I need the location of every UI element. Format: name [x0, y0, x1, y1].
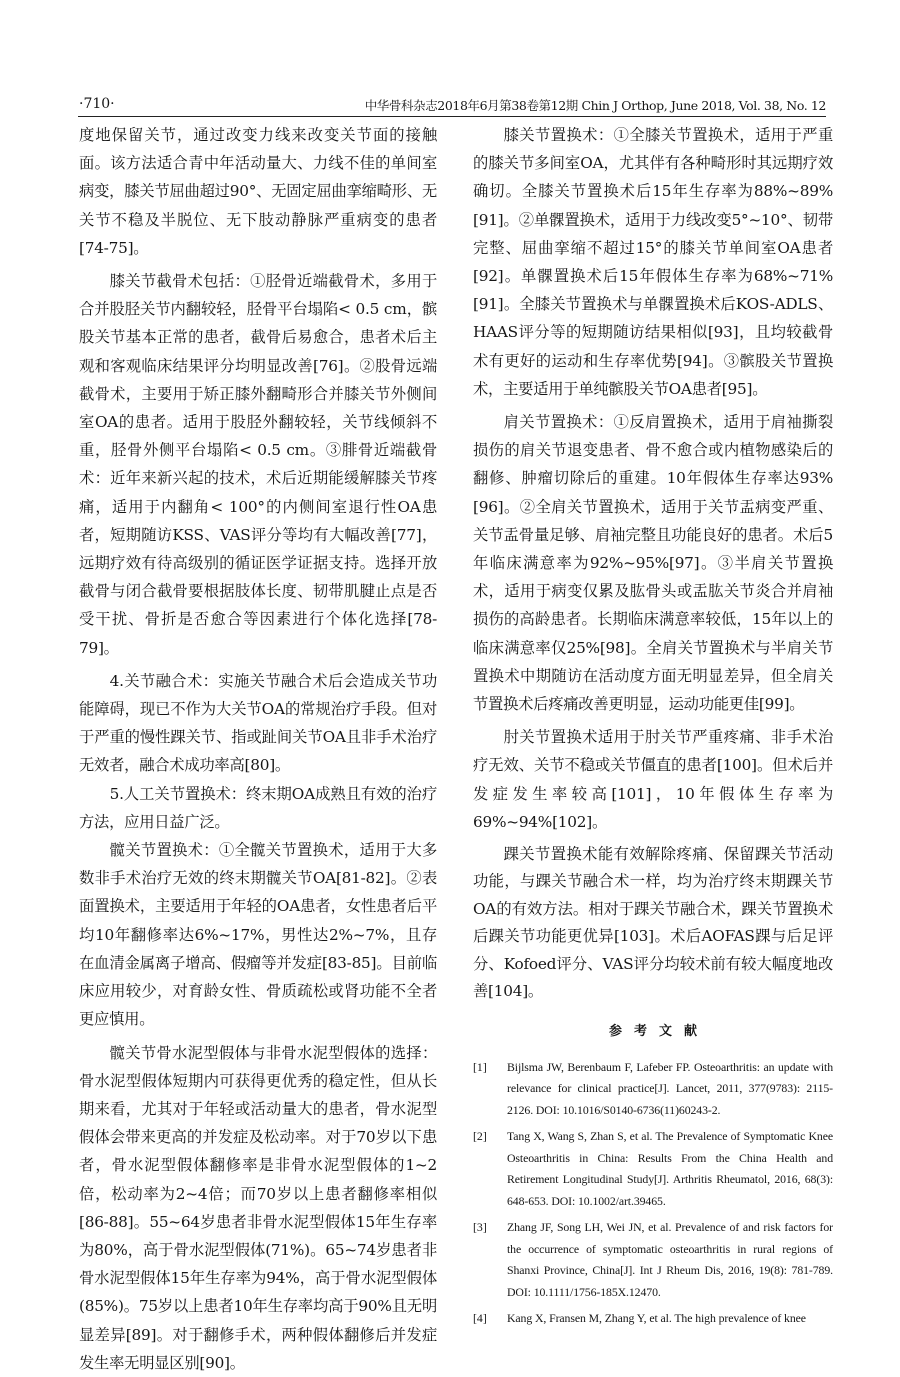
left-column	[79, 121, 437, 1377]
page-number: ·710·	[79, 96, 115, 112]
header-rule	[78, 116, 826, 117]
reference-text: Tang X, Wang S, Zhan S, et al. The Prevalence of Symptomatic Knee Osteoarthritis in China: Results From the China Health and Retirement Longitudinal Study[J]. Arthritis Rheumatol, 2016, 68(3): 648-653. DOI: 10.1002/art.39465.	[507, 1129, 833, 1208]
reference-text: Kang X, Fransen M, Zhang Y, et al. The high prevalence of knee	[507, 1311, 806, 1326]
reference-text: Bijlsma JW, Berenbaum F, Lafeber FP. Osteoarthritis: an update with relevance for clinical practice[J]. Lancet, 2011, 377(9783): 2115-2126. DOI: 10.1016/S0140-6736(11)60243-2.	[507, 1059, 833, 1117]
paragraph-ankle-arthroplasty: 踝关节置换术能有效解除疼痛、保留踝关节活动功能，与踝关节融合术一样，均为治疗终末期踝关节OA的有效方法。相对于踝关节融合术，踝关节置换术后踝关节功能更优异[103]。术后AOFAS踝与后足评分、Kofoed评分、VAS评分均较术前有较大幅度地改善[104]。	[473, 845, 833, 1001]
paragraph-arthroplasty: 5.人工关节置换术：终末期OA成熟且有效的治疗方法，应用日益广泛。	[79, 784, 437, 831]
right-column	[473, 121, 833, 1335]
paragraph-hip-arthroplasty: 髋关节置换术：①全髋关节置换术，适用于大多数非手术治疗无效的终末期髋关节OA[81-82]。②表面置换术，主要适用于年轻的OA患者，女性患者后平均10年翻修率达6%~17%，男性达2%~7%，且存在血清金属离子增高、假瘤等并发症[83-85]。目前临床应用较少，对育龄女性、骨质疏松或肾功能不全者更应慎用。	[79, 841, 437, 1029]
reference-number: [4]	[473, 1311, 487, 1326]
reference-number: [2]	[473, 1129, 487, 1144]
journal-running-header: 中华骨科杂志2018年6月第38卷第12期 Chin J Orthop, June 2018, Vol. 38, No. 12	[364, 98, 826, 113]
paragraph-elbow-arthroplasty: 肘关节置换术适用于肘关节严重疼痛、非手术治疗无效、关节不稳或关节僵直的患者[100]。但术后并发症发生率较高[101]，10年假体生存率为69%~94%[102]。	[473, 728, 833, 831]
paragraph-arthrodesis: 4.关节融合术：实施关节融合术后会造成关节功能障碍，现已不作为大关节OA的常规治疗手段。但对于严重的慢性踝关节、指或趾间关节OA且非手术治疗无效者，融合术成功率高[80]。	[79, 671, 437, 775]
paragraph-knee-osteotomy: 膝关节截骨术包括：①胫骨近端截骨术，多用于合并股胫关节内翻较轻，胫骨平台塌陷< 0.5 cm，髌股关节基本正常的患者，截骨后易愈合，患者术后主观和客观临床结果评分均明显改善[76]。②股骨远端截骨术，主要用于矫正膝外翻畸形合并膝关节外侧间室OA的患者。适用于股胫外翻较轻，关节线倾斜不重，胫骨外侧平台塌陷< 0.5 cm。③腓骨近端截骨术：近年来新兴起的技术，术后近期能缓解膝关节疼痛，适用于内翻角< 100°的内侧间室退行性OA患者，短期随访KSS、VAS评分等均有大幅改善[77]，远期疗效有待高级别的循证医学证据支持。选择开放截骨与闭合截骨要根据肢体长度、韧带肌腱止点是否受干扰、骨折是否愈合等因素进行个体化选择[78-79]。	[79, 272, 437, 657]
reference-item	[473, 1126, 833, 1212]
paragraph-osteotomy-intro: 度地保留关节，通过改变力线来改变关节面的接触面。该方法适合青中年活动量大、力线不佳的单间室病变，膝关节屈曲超过90°、无固定屈曲挛缩畸形、无关节不稳及半脱位、无下肢动静脉严重病变的患者[74-75]。	[79, 126, 437, 257]
reference-item	[473, 1057, 833, 1122]
reference-item	[473, 1217, 833, 1303]
reference-number: [3]	[473, 1220, 487, 1235]
reference-text: Zhang JF, Song LH, Wei JN, et al. Prevalence of and risk factors for the occurrence of symptomatic osteoarthritis in rural regions of Shanxi Province, China[J]. Int J Rheum Dis, 2016, 19(8): 781-789. DOI: 10.1111/1756-185X.12470.	[507, 1220, 833, 1299]
reference-list	[473, 1057, 833, 1330]
references-heading: 参考文献	[608, 1023, 709, 1039]
paragraph-cement-choice: 髋关节骨水泥型假体与非骨水泥型假体的选择：骨水泥型假体短期内可获得更优秀的稳定性，但从长期来看，尤其对于年轻或活动量大的患者，骨水泥型假体会带来更高的并发症及松动率。对于70岁以下患者，骨水泥型假体翻修率是非骨水泥型假体的1~2倍，松动率为2~4倍；而70岁以上患者翻修率相似[86-88]。55~64岁患者非骨水泥型假体15年生存率为80%，高于骨水泥型假体(71%)。65~74岁患者非骨水泥型假体15年生存率为94%，高于骨水泥型假体(85%)。75岁以上患者10年生存率均高于90%且无明显差异[89]。对于翻修手术，两种假体翻修后并发症发生率无明显区别[90]。	[79, 1043, 437, 1372]
reference-item	[473, 1308, 833, 1330]
paragraph-knee-arthroplasty: 膝关节置换术：①全膝关节置换术，适用于严重的膝关节多间室OA，尤其伴有各种畸形时其远期疗效确切。全膝关节置换术后15年生存率为88%~89%[91]。②单髁置换术，适用于力线改变5°~10°、韧带完整、屈曲挛缩不超过15°的膝关节单间室OA患者[92]。单髁置换术后15年假体生存率为68%~71%[91]。全膝关节置换术与单髁置换术后KOS-ADLS、HAAS评分等的短期随访结果相似[93]，且均较截骨术有更好的运动和生存率优势[94]。③髌股关节置换术，主要适用于单纯髌股关节OA患者[95]。	[473, 126, 833, 398]
paragraph-shoulder-arthroplasty: 肩关节置换术：①反肩置换术，适用于肩袖撕裂损伤的肩关节退变患者、骨不愈合或内植物感染后的翻修、肿瘤切除后的重建。10年假体生存率达93%[96]。②全肩关节置换术，适用于关节盂病变严重、关节盂骨量足够、肩袖完整且功能良好的患者。术后5年临床满意率为92%~95%[97]。③半肩关节置换术，适用于病变仅累及肱骨头或盂肱关节炎合并肩袖损伤的高龄患者。长期临床满意率较低，15年以上的临床满意率仅25%[98]。全肩关节置换术与半肩关节置换术中期随访在活动度方面无明显差异，但全肩关节置换术后疼痛改善更明显，运动功能更佳[99]。	[473, 413, 833, 714]
reference-number: [1]	[473, 1059, 487, 1074]
